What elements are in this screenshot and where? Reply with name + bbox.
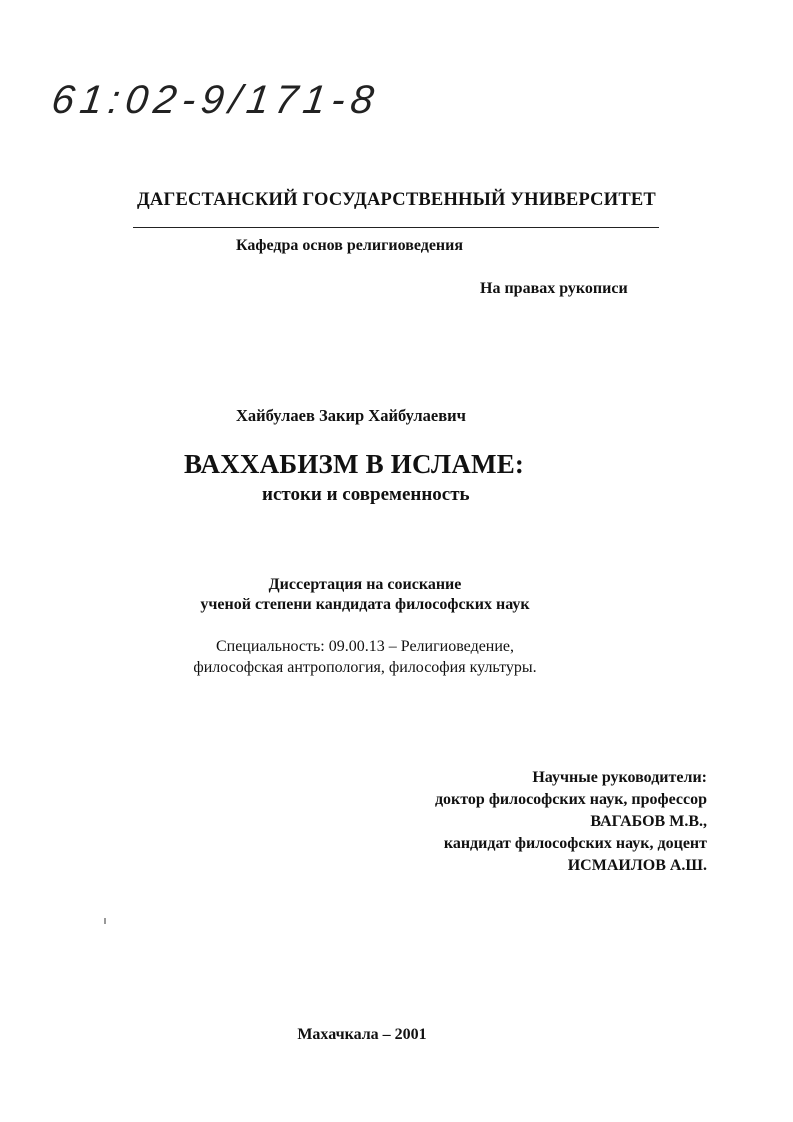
university-name: ДАГЕСТАНСКИЙ ГОСУДАРСТВЕННЫЙ УНИВЕРСИТЕТ xyxy=(137,190,656,210)
manuscript-rights-note: На правах рукописи xyxy=(480,280,628,297)
specialty-statement xyxy=(0,636,730,678)
supervisors-block xyxy=(435,767,707,877)
supervisors-heading: Научные руководители: xyxy=(532,769,707,786)
city-year: Махачкала – 2001 xyxy=(297,1026,427,1043)
degree-line-2: ученой степени кандидата философских наук xyxy=(200,596,530,613)
dissertation-subtitle: истоки и современность xyxy=(262,484,470,505)
degree-line-1: Диссертация на соискание xyxy=(268,576,462,593)
dissertation-title: ВАХХАБИЗМ В ИСЛАМЕ: xyxy=(184,449,525,479)
degree-statement xyxy=(0,575,730,615)
specialty-line-2: философская антропология, философия культуры. xyxy=(193,659,537,676)
scan-speck xyxy=(104,918,106,924)
department-name: Кафедра основ религиоведения xyxy=(236,237,464,254)
archive-code-handwritten: 61:02-9/171-8 xyxy=(48,78,383,122)
university-underline xyxy=(133,227,659,228)
supervisor-1-name: ВАГАБОВ М.В., xyxy=(590,813,707,830)
author-name: Хайбулаев Закир Хайбулаевич xyxy=(236,406,466,425)
specialty-line-1: Специальность: 09.00.13 – Религиоведение, xyxy=(215,638,515,655)
supervisor-2-name: ИСМАИЛОВ А.Ш. xyxy=(567,857,707,874)
supervisor-2-title: кандидат философских наук, доцент xyxy=(443,835,707,852)
supervisor-1-title: доктор философских наук, профессор xyxy=(434,791,707,808)
